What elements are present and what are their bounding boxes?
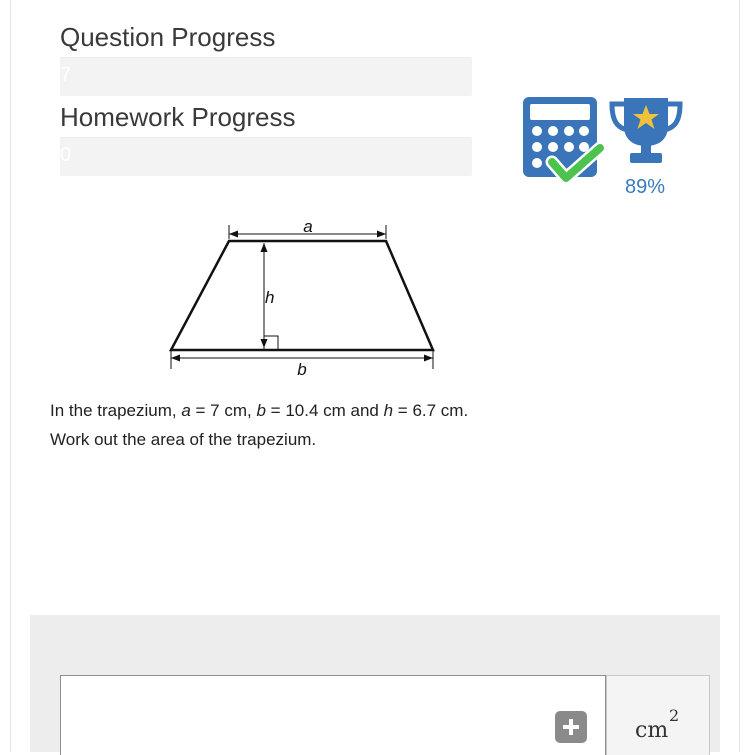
homework-progress-label: Homework Progress xyxy=(60,102,296,132)
question-line-2: Work out the area of the trapezium. xyxy=(50,430,317,449)
trapezium-shape xyxy=(171,241,433,350)
plus-square-icon[interactable] xyxy=(555,711,587,743)
question-line-1: In the trapezium, a = 7 cm, b = 10.4 cm and h = 6.7 cm. xyxy=(50,401,469,420)
answer-panel xyxy=(30,615,720,752)
label-h: h xyxy=(265,288,275,307)
trapezium-diagram xyxy=(160,215,450,385)
label-b: b xyxy=(297,360,307,379)
calculator-check-icon[interactable] xyxy=(522,96,606,193)
right-angle-marker xyxy=(264,336,278,350)
trophy-percent: 89% xyxy=(624,176,666,198)
question-progress-value: 7 xyxy=(60,64,72,86)
trophy-star-icon[interactable] xyxy=(608,96,684,171)
unit-label: cm xyxy=(635,718,669,743)
question-progress-label: Question Progress xyxy=(60,22,276,52)
homework-progress-value: 0 xyxy=(60,144,72,166)
unit-box xyxy=(606,675,710,755)
question-progress-bar xyxy=(60,57,472,96)
unit-power: 2 xyxy=(669,706,680,725)
homework-progress-bar xyxy=(60,137,472,176)
label-a: a xyxy=(303,217,313,236)
answer-input[interactable] xyxy=(60,675,606,755)
